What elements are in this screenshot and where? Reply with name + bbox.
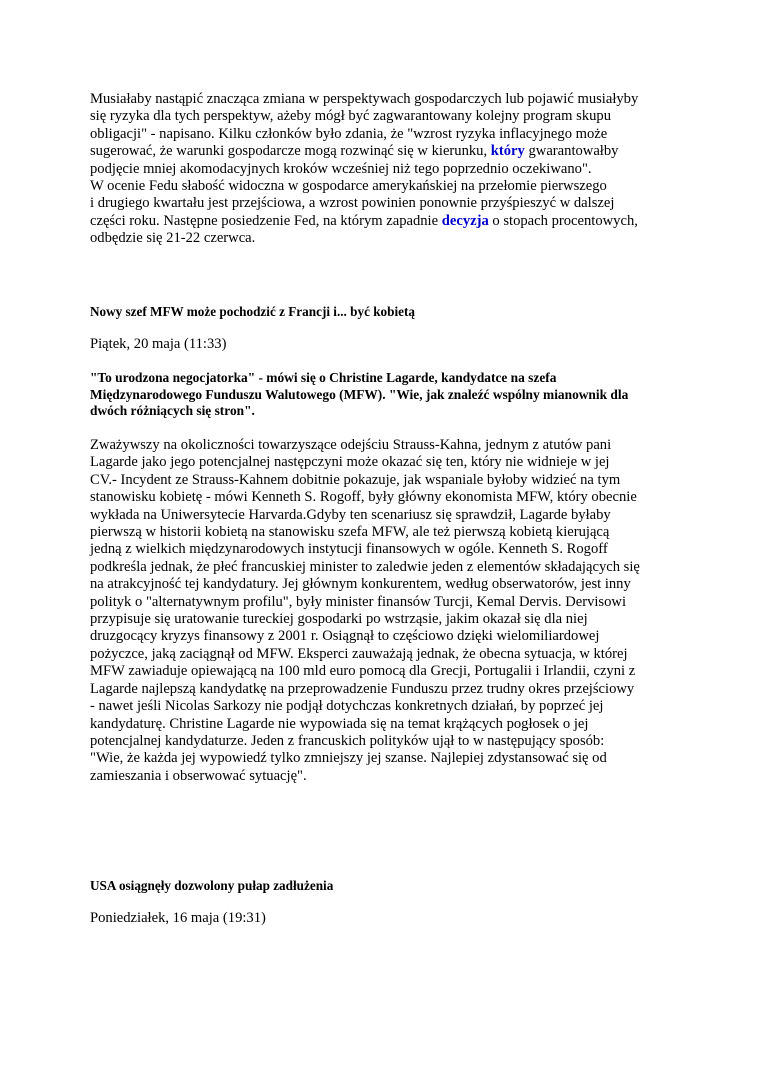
intro-text: o stopach procentowych, odbędzie się 21-22 czerwca. — [90, 212, 638, 247]
article-date-2: Poniedziałek, 16 maja (19:31) — [90, 910, 266, 926]
article-headline: Nowy szef MFW może pochodzić z Francji i... być kobietą — [90, 304, 415, 319]
link-ktory[interactable]: który — [490, 143, 525, 160]
link-decyzja[interactable]: decyzja — [441, 212, 489, 229]
article-date: Piątek, 20 maja (11:33) — [90, 336, 227, 352]
intro-paragraph-1 — [90, 91, 638, 178]
intro-text: gwarantowałby podjęcie mniej akomodacyjnych kroków wcześniej niż tego poprzednio oczekiwano". — [90, 143, 619, 177]
article-body: Zważywszy na okoliczności towarzyszące odejściu Strauss-Kahna, jednym z atutów pani Lagarde jako jego potencjalnej następczyni może okazać się ten, który nie widnieje w jej CV.- Incydent ze Strauss-Kahnem dobitnie pokazuje, jak wspaniale byłoby widzieć na tym stanowisku kobietę - mówi Kenneth S. Rogoff, były główny ekonomista MFW, który obecnie wykłada na Uniwersytecie Harvarda.Gdyby ten scenariusz się sprawdził, Lagarde byłaby pierwszą w historii kobietą na stanowisku szefa MFW, ale też pierwszą kobietą kierującą jedną z wielkich międzynarodowych instytucji finansowych w ogóle. Kenneth S. Rogoff podkreśla jednak, że płeć francuskiej minister to zaledwie jeden z elementów składających się na atrakcyjność tej kandydatury. Jej głównym konkurentem, według obserwatorów, jest inny polityk o "alternatywnym profilu", były minister finansów Turcji, Kemal Dervis. Dervisowi przypisuje się uratowanie tureckiej gospodarki po wstrząsie, jakim okazał się dla niej druzgocący kryzys finansowy z 2001 r. Osiągnął to częściowo dzięki wielomiliardowej pożyczce, jaką zaciągnął od MFW. Eksperci zauważają jednak, że obecna sytuacja, w której MFW zawiaduje opiewającą na 100 mld euro pomocą dla Grecji, Portugalii i Irlandii, czyni z Lagarde najlepszą kandydatkę na przeprowadzenie Funduszu przez trudny okres przejściowy - nawet jeśli Nicolas Sarkozy nie podjął dotychczas konkretnych działań, by poprzeć jej kandydaturę. Christine Lagarde nie wypowiada się na temat krążących pogłosek o jej potencjalnej kandydaturze. Jeden z francuskich polityków ujął to w następujący sposób: "Wie, że każda jej wypowiedź tylko zmniejszy jej szanse. Najlepiej zdystansować się od zamieszania i obserwować sytuację". — [90, 437, 640, 784]
intro-text: W ocenie Fedu słabość widoczna w gospodarce amerykańskiej na przełomie pierwszego i drugiego kwartału jest przejściowa, a wzrost powinien ponownie przyśpieszyć w dalszej części roku. Następne posiedzenie Fed, na którym zapadnie — [90, 178, 615, 229]
article-headline-2: USA osiągnęły dozwolony pułap zadłużenia — [90, 878, 334, 893]
intro-text: Musiałaby nastąpić znacząca zmiana w perspektywach gospodarczych lub pojawić musiałyby się ryzyka dla tych perspektyw, ażeby mógł być zagwarantowany kolejny program skupu obligacji" - napisano. Kilku członków było zdania, że "wzrost ryzyka inflacyjnego może sugerować, że warunki gospodarcze mogą rozwinąć się w kierunku, — [90, 91, 639, 160]
article-lead: "To urodzona negocjatorka" - mówi się o Christine Lagarde, kandydatce na szefa Międzynarodowego Funduszu Walutowego (MFW). "Wie, jak znaleźć wspólny mianownik dla dwóch różniących się stron". — [90, 370, 629, 419]
intro-paragraph-2 — [90, 178, 638, 248]
